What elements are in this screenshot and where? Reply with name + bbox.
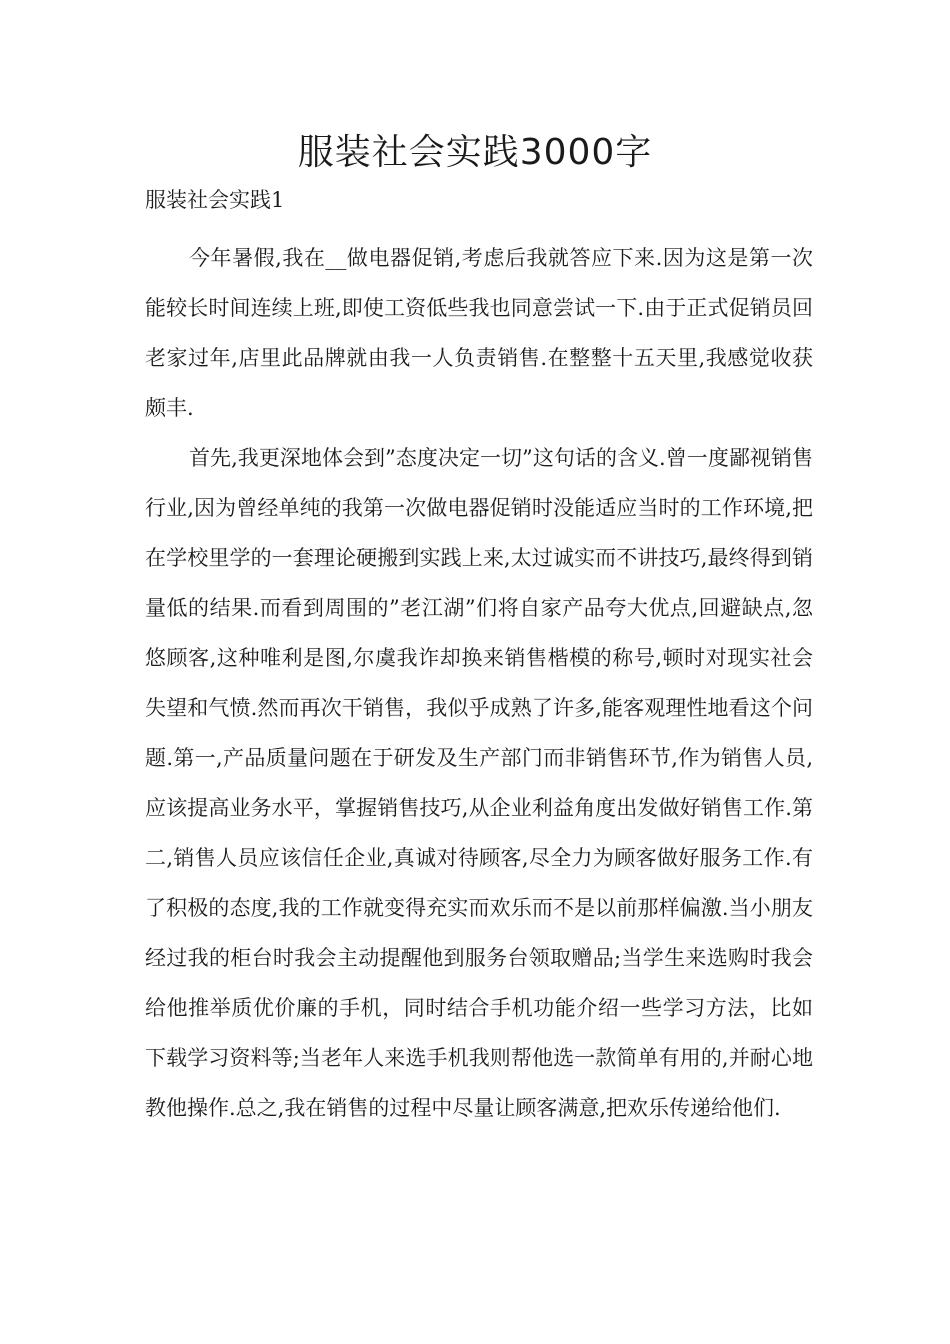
document-title: 服装社会实践3000字: [297, 132, 653, 173]
paragraph-1: 今年暑假,我在__做电器促销,考虑后我就答应下来.因为这是第一次能较长时间连续上班,即使工资低些我也同意尝试一下.由于正式促销员回老家过年,店里此品牌就由我一人负责销售.在整整十五天里,我感觉收获颇丰.: [145, 246, 813, 420]
paragraph-2: 首先,我更深地体会到”态度决定一切”这句话的含义.曾一度鄙视销售行业,因为曾经单纯的我第一次做电器促销时没能适应当时的工作环境,把在学校里学的一套理论硬搬到实践上来,太过诚实而不讲技巧,最终得到销量低的结果.而看到周围的”老江湖”们将自家产品夸大优点,回避缺点,忽悠顾客,这种唯利是图,尔虞我诈却换来销售楷模的称号,顿时对现实社会失望和气愤.然而再次干销售，我似乎成熟了许多,能客观理性地看这个问题.第一,产品质量问题在于研发及生产部门而非销售环节,作为销售人员,应该提高业务水平，掌握销售技巧,从企业利益角度出发做好销售工作.第二,销售人员应该信任企业,真诚对待顾客,尽全力为顾客做好服务工作.有了积极的态度,我的工作就变得充实而欢乐而不是以前那样偏激.当小朋友经过我的柜台时我会主动提醒他到服务台领取赠品;当学生来选购时我会给他推举质优价廉的手机，同时结合手机功能介绍一些学习方法，比如下载学习资料等;当老年人来选手机我则帮他选一款简单有用的,并耐心地教他操作.总之,我在销售的过程中尽量让顾客满意,把欢乐传递给他们.: [145, 446, 813, 1120]
document-body: [145, 233, 813, 1133]
section-subtitle: 服装社会实践1: [145, 188, 285, 212]
